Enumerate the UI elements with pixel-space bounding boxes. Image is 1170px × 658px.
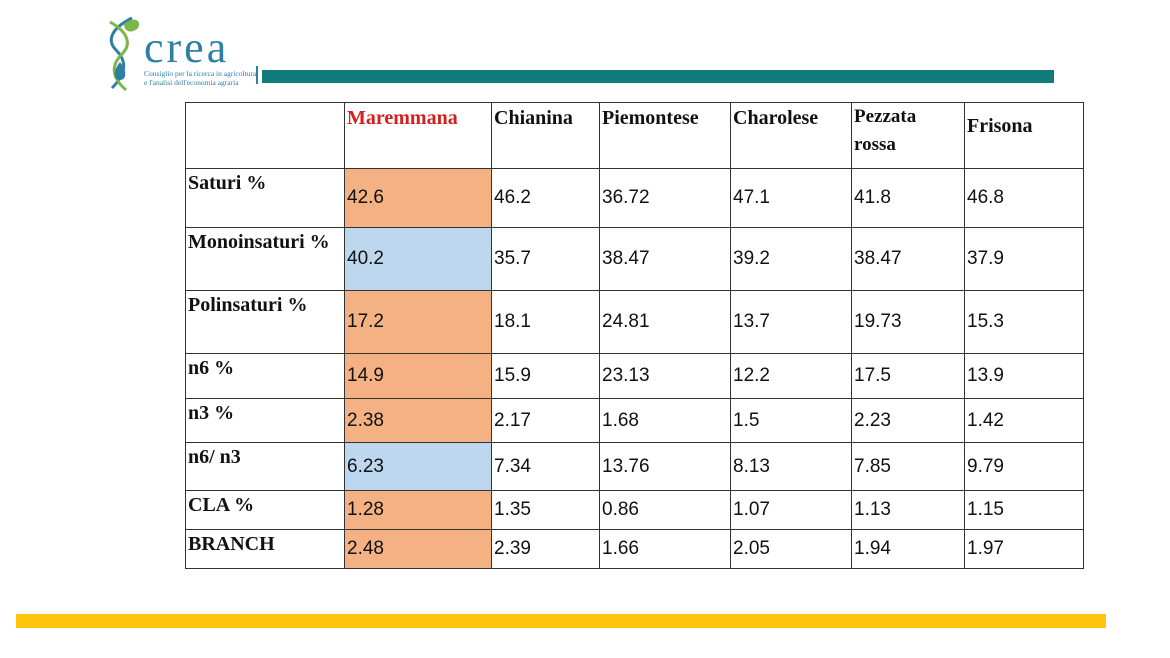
table-cell: 12.2 (731, 354, 852, 399)
fatty-acids-table (185, 102, 1084, 569)
table-cell: 42.6 (345, 169, 492, 228)
table-cell: 2.23 (852, 399, 965, 443)
table-cell: 40.2 (345, 228, 492, 291)
crea-logo (102, 14, 262, 94)
table-row (186, 169, 1084, 228)
table-cell: 1.07 (731, 491, 852, 530)
table-cell: 1.94 (852, 530, 965, 569)
table-row (186, 291, 1084, 354)
table-cell: 24.81 (600, 291, 731, 354)
table-cell: 1.35 (492, 491, 600, 530)
table-cell: 17.5 (852, 354, 965, 399)
logo-separator (256, 66, 258, 84)
table-cell: 9.79 (965, 443, 1084, 491)
table-cell: 38.47 (600, 228, 731, 291)
table-cell: 1.28 (345, 491, 492, 530)
table-cell: 7.34 (492, 443, 600, 491)
table-cell: 19.73 (852, 291, 965, 354)
logo-subtitle-line-1: Consiglio per la ricerca in agricoltura (144, 69, 257, 78)
column-header: Frisona (965, 103, 1084, 169)
column-header: Chianina (492, 103, 600, 169)
table-row (186, 443, 1084, 491)
column-header: Charolese (731, 103, 852, 169)
table-row (186, 228, 1084, 291)
table-cell: 1.5 (731, 399, 852, 443)
table-cell: 6.23 (345, 443, 492, 491)
table-row (186, 491, 1084, 530)
column-header: Maremmana (345, 103, 492, 169)
table-row (186, 399, 1084, 443)
table-cell: 1.42 (965, 399, 1084, 443)
table-cell: 1.97 (965, 530, 1084, 569)
table-cell: 38.47 (852, 228, 965, 291)
table-cell: 1.13 (852, 491, 965, 530)
table-cell: 7.85 (852, 443, 965, 491)
table-cell: 13.9 (965, 354, 1084, 399)
table-cell: 15.3 (965, 291, 1084, 354)
table-cell: 36.72 (600, 169, 731, 228)
table-cell: 14.9 (345, 354, 492, 399)
table-cell: 35.7 (492, 228, 600, 291)
row-label: n6 % (186, 354, 345, 399)
footer-bar (16, 614, 1106, 628)
table-cell: 46.8 (965, 169, 1084, 228)
row-label: Polinsaturi % (186, 291, 345, 354)
table-cell: 2.48 (345, 530, 492, 569)
row-label: n6/ n3 (186, 443, 345, 491)
corner-cell (186, 103, 345, 169)
row-label: Saturi % (186, 169, 345, 228)
table-row (186, 354, 1084, 399)
column-header: Piemontese (600, 103, 731, 169)
table-header-row (186, 103, 1084, 169)
column-header: Pezzata rossa (852, 103, 965, 169)
table-cell: 47.1 (731, 169, 852, 228)
table-cell: 0.86 (600, 491, 731, 530)
table-row (186, 530, 1084, 569)
table-cell: 39.2 (731, 228, 852, 291)
dna-leaf-icon (102, 14, 142, 94)
table-cell: 1.68 (600, 399, 731, 443)
table-cell: 2.17 (492, 399, 600, 443)
table-cell: 17.2 (345, 291, 492, 354)
row-label: n3 % (186, 399, 345, 443)
logo-wordmark: crea (144, 23, 230, 72)
table-cell: 2.39 (492, 530, 600, 569)
table-cell: 8.13 (731, 443, 852, 491)
table-cell: 1.66 (600, 530, 731, 569)
table-cell: 46.2 (492, 169, 600, 228)
table-cell: 2.38 (345, 399, 492, 443)
table-cell: 23.13 (600, 354, 731, 399)
row-label: CLA % (186, 491, 345, 530)
table-cell: 13.7 (731, 291, 852, 354)
table-cell: 13.76 (600, 443, 731, 491)
table-cell: 1.15 (965, 491, 1084, 530)
header-bar (262, 70, 1054, 83)
row-label: Monoinsaturi % (186, 228, 345, 291)
table-cell: 41.8 (852, 169, 965, 228)
table-cell: 15.9 (492, 354, 600, 399)
logo-subtitle-line-2: e l'analisi dell'economia agraria (144, 77, 239, 87)
table-cell: 2.05 (731, 530, 852, 569)
row-label: BRANCH (186, 530, 345, 569)
table-cell: 18.1 (492, 291, 600, 354)
table-cell: 37.9 (965, 228, 1084, 291)
